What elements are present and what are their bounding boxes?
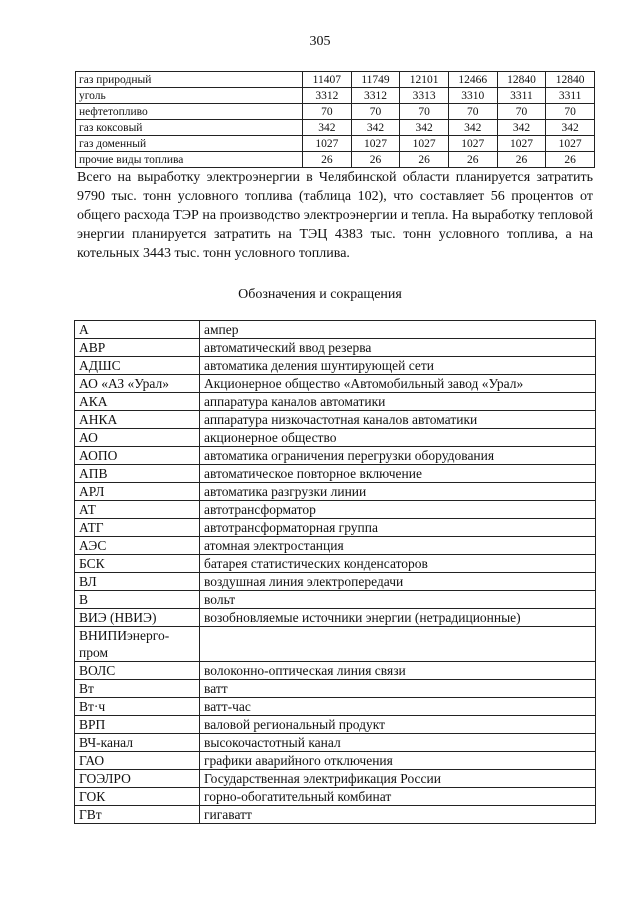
table-row bbox=[75, 609, 596, 627]
fuel-value-cell: 70 bbox=[497, 104, 546, 120]
meaning-cell: автоматика ограничения перегрузки оборудования bbox=[200, 447, 596, 465]
meaning-cell: аппаратура низкочастотная каналов автоматики bbox=[200, 411, 596, 429]
fuel-value-cell: 70 bbox=[351, 104, 400, 120]
page-number: 305 bbox=[309, 34, 331, 49]
fuel-value-cell: 3312 bbox=[303, 88, 352, 104]
table-row bbox=[75, 519, 596, 537]
fuel-value-cell: 342 bbox=[546, 120, 595, 136]
abbreviation-cell: АО bbox=[75, 429, 200, 447]
fuel-value-cell: 3312 bbox=[351, 88, 400, 104]
table-row bbox=[75, 465, 596, 483]
fuel-name-cell: уголь bbox=[76, 88, 303, 104]
fuel-value-cell: 342 bbox=[497, 120, 546, 136]
table-row bbox=[75, 716, 596, 734]
fuel-value-cell: 70 bbox=[448, 104, 497, 120]
abbreviation-cell: ГВт bbox=[75, 806, 200, 824]
abbreviation-cell: АЭС bbox=[75, 537, 200, 555]
abbreviation-cell: АТ bbox=[75, 501, 200, 519]
meaning-cell: аппаратура каналов автоматики bbox=[200, 393, 596, 411]
table-row bbox=[75, 734, 596, 752]
meaning-cell bbox=[200, 627, 596, 662]
table-row bbox=[75, 411, 596, 429]
abbreviation-cell: АТГ bbox=[75, 519, 200, 537]
table-row bbox=[76, 72, 595, 88]
fuel-value-cell: 1027 bbox=[400, 136, 449, 152]
table-row bbox=[75, 680, 596, 698]
fuel-value-cell: 1027 bbox=[546, 136, 595, 152]
fuel-value-cell: 26 bbox=[448, 152, 497, 168]
table-row bbox=[75, 393, 596, 411]
fuel-value-cell: 11749 bbox=[351, 72, 400, 88]
fuel-consumption-table bbox=[75, 71, 595, 168]
fuel-name-cell: газ природный bbox=[76, 72, 303, 88]
abbreviation-cell bbox=[75, 627, 200, 662]
abbreviation-cell: АПВ bbox=[75, 465, 200, 483]
table-row bbox=[75, 375, 596, 393]
body-paragraph: Всего на выработку электроэнергии в Челябинской области планируется затратить 9790 тыс. тонн условного топлива (таблица 102), что составляет 56 процентов от общего расхода ТЭР на производство электроэнергии и тепла. На выработку тепловой энергии планируется затратить на ТЭЦ 4383 тыс. тонн условного топлива, а на котельных 3443 тыс. тонн условного топлива. bbox=[77, 170, 593, 261]
table-row bbox=[76, 136, 595, 152]
meaning-cell: ампер bbox=[200, 321, 596, 339]
table-row bbox=[75, 501, 596, 519]
table-row bbox=[75, 321, 596, 339]
fuel-value-cell: 12101 bbox=[400, 72, 449, 88]
fuel-value-cell: 1027 bbox=[497, 136, 546, 152]
abbreviation-cell: ВОЛС bbox=[75, 662, 200, 680]
table-row bbox=[75, 806, 596, 824]
fuel-value-cell: 1027 bbox=[448, 136, 497, 152]
meaning-cell: волоконно-оптическая линия связи bbox=[200, 662, 596, 680]
table-row bbox=[75, 357, 596, 375]
abbreviation-cell: БСК bbox=[75, 555, 200, 573]
fuel-value-cell: 3310 bbox=[448, 88, 497, 104]
table-row bbox=[75, 555, 596, 573]
fuel-value-cell: 26 bbox=[497, 152, 546, 168]
abbreviation-cell: АДШС bbox=[75, 357, 200, 375]
table-row bbox=[76, 120, 595, 136]
fuel-name-cell: газ доменный bbox=[76, 136, 303, 152]
table-row bbox=[75, 662, 596, 680]
table-row bbox=[75, 627, 596, 662]
abbreviation-cell: ВЛ bbox=[75, 573, 200, 591]
meaning-cell: возобновляемые источники энергии (нетрадиционные) bbox=[200, 609, 596, 627]
abbreviation-cell: АКА bbox=[75, 393, 200, 411]
fuel-value-cell: 26 bbox=[400, 152, 449, 168]
meaning-cell: автоматическое повторное включение bbox=[200, 465, 596, 483]
fuel-value-cell: 1027 bbox=[351, 136, 400, 152]
meaning-cell: высокочастотный канал bbox=[200, 734, 596, 752]
meaning-cell: акционерное общество bbox=[200, 429, 596, 447]
abbreviation-cell: АВР bbox=[75, 339, 200, 357]
fuel-name-cell: нефтетопливо bbox=[76, 104, 303, 120]
abbreviation-cell: ВЧ-канал bbox=[75, 734, 200, 752]
fuel-value-cell: 26 bbox=[546, 152, 595, 168]
fuel-value-cell: 26 bbox=[351, 152, 400, 168]
table-row bbox=[75, 591, 596, 609]
abbreviation-cell: ВИЭ (НВИЭ) bbox=[75, 609, 200, 627]
fuel-value-cell: 3311 bbox=[497, 88, 546, 104]
fuel-value-cell: 1027 bbox=[303, 136, 352, 152]
table-row bbox=[76, 88, 595, 104]
meaning-cell: Государственная электрификация России bbox=[200, 770, 596, 788]
fuel-value-cell: 26 bbox=[303, 152, 352, 168]
meaning-cell: батарея статистических конденсаторов bbox=[200, 555, 596, 573]
meaning-cell: Акционерное общество «Автомобильный завод «Урал» bbox=[200, 375, 596, 393]
abbreviation-cell: АНКА bbox=[75, 411, 200, 429]
table-row bbox=[75, 788, 596, 806]
fuel-value-cell: 70 bbox=[303, 104, 352, 120]
meaning-cell: горно-обогатительный комбинат bbox=[200, 788, 596, 806]
table-row bbox=[75, 573, 596, 591]
fuel-value-cell: 3313 bbox=[400, 88, 449, 104]
meaning-cell: ватт bbox=[200, 680, 596, 698]
fuel-value-cell: 12466 bbox=[448, 72, 497, 88]
fuel-value-cell: 12840 bbox=[546, 72, 595, 88]
abbreviation-cell: АО «АЗ «Урал» bbox=[75, 375, 200, 393]
table-row bbox=[75, 429, 596, 447]
meaning-cell: автотрансформатор bbox=[200, 501, 596, 519]
fuel-name-cell: газ коксовый bbox=[76, 120, 303, 136]
table-row bbox=[76, 104, 595, 120]
meaning-cell: вольт bbox=[200, 591, 596, 609]
abbreviation-cell: Вт·ч bbox=[75, 698, 200, 716]
meaning-cell: автотрансформаторная группа bbox=[200, 519, 596, 537]
fuel-value-cell: 342 bbox=[351, 120, 400, 136]
fuel-value-cell: 70 bbox=[400, 104, 449, 120]
fuel-value-cell: 12840 bbox=[497, 72, 546, 88]
abbreviation-cell: ГОЭЛРО bbox=[75, 770, 200, 788]
fuel-value-cell: 342 bbox=[303, 120, 352, 136]
meaning-cell: валовой региональный продукт bbox=[200, 716, 596, 734]
abbreviation-cell: В bbox=[75, 591, 200, 609]
fuel-name-cell: прочие виды топлива bbox=[76, 152, 303, 168]
table-row bbox=[75, 770, 596, 788]
table-row bbox=[75, 752, 596, 770]
abbreviation-line: пром bbox=[79, 645, 109, 660]
abbreviation-cell: АОПО bbox=[75, 447, 200, 465]
abbreviation-line: ВНИПИэнерго- bbox=[79, 628, 170, 643]
meaning-cell: атомная электростанция bbox=[200, 537, 596, 555]
meaning-cell: ватт-час bbox=[200, 698, 596, 716]
table-row bbox=[75, 339, 596, 357]
table-row bbox=[76, 152, 595, 168]
abbreviation-cell: Вт bbox=[75, 680, 200, 698]
meaning-cell: автоматика деления шунтирующей сети bbox=[200, 357, 596, 375]
fuel-value-cell: 11407 bbox=[303, 72, 352, 88]
meaning-cell: графики аварийного отключения bbox=[200, 752, 596, 770]
section-title: Обозначения и сокращения bbox=[238, 287, 402, 302]
meaning-cell: автоматика разгрузки линии bbox=[200, 483, 596, 501]
abbreviation-cell: А bbox=[75, 321, 200, 339]
table-row bbox=[75, 698, 596, 716]
meaning-cell: автоматический ввод резерва bbox=[200, 339, 596, 357]
abbreviation-cell: ВРП bbox=[75, 716, 200, 734]
fuel-value-cell: 70 bbox=[546, 104, 595, 120]
abbreviations-table bbox=[74, 320, 596, 824]
fuel-value-cell: 3311 bbox=[546, 88, 595, 104]
table-row bbox=[75, 483, 596, 501]
abbreviation-cell: АРЛ bbox=[75, 483, 200, 501]
abbreviation-cell: ГОК bbox=[75, 788, 200, 806]
fuel-value-cell: 342 bbox=[448, 120, 497, 136]
table-row bbox=[75, 537, 596, 555]
table-row bbox=[75, 447, 596, 465]
meaning-cell: воздушная линия электропередачи bbox=[200, 573, 596, 591]
meaning-cell: гигаватт bbox=[200, 806, 596, 824]
abbreviation-cell: ГАО bbox=[75, 752, 200, 770]
fuel-value-cell: 342 bbox=[400, 120, 449, 136]
